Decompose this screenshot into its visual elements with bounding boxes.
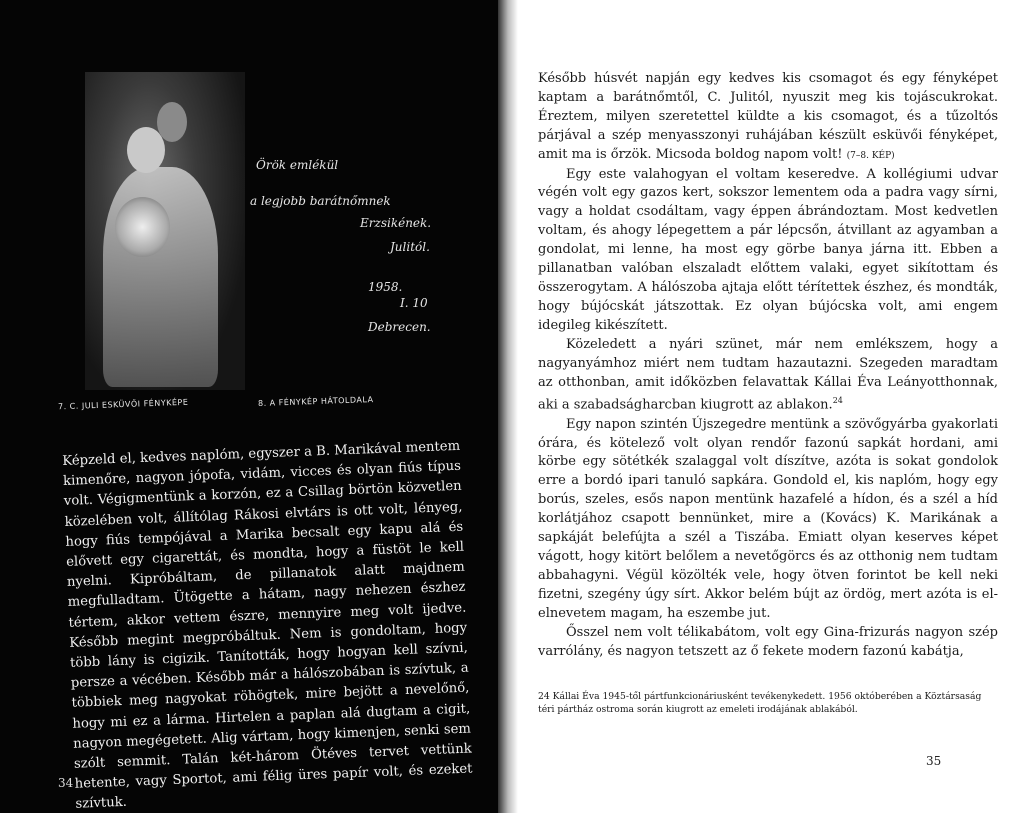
page-number: 34 (58, 776, 74, 790)
page-gutter (498, 0, 518, 813)
bride-dress (103, 167, 218, 387)
inscription-line: a legjobb barátnőmnek (250, 194, 391, 208)
page-number: 35 (926, 754, 942, 768)
bride-figure (127, 127, 165, 173)
right-page (498, 0, 1024, 813)
figure-reference: (7–8. KÉP) (846, 150, 895, 161)
footnote: 24 Kállai Éva 1945-től pártfunkcionáriusként tevékenykedett. 1956 októberében a Köztársaság téri pártház ostroma során kiugrott az emeleti irodájának ablakából. (538, 691, 982, 715)
inscription-line: Erzsikének. (360, 216, 432, 230)
paragraph: Képzeld el, kedves naplóm, egyszer a B. Marikával mentem kimenőre, nagyon jópofa, vidám, vicces és olyan fiús típus volt. Végigmentünk a korzón, ez a Csillag börtön közvetlen közelében volt, állítólag Rákosi elvtárs is ott volt, lényeg, hogy fiús tempójával a Marika becsalt egy kapu alá és elővett egy cigarettát, és mondta, hogy a füstöt le kell nyelni. Kipróbáltam, de pillanatok alatt majdnem megfulladtam. Ütögette a hátam, nagy nehezen észhez tértem, akkor vettem észre, mennyire meg volt ijedve. Később megint megpróbáltuk. Nem is gondoltam, hogy több lány is cigizik. Tanították, hogy hogyan kell szívni, persze a vécében. Később már a hálószobában is szívtuk, a többiek meg nagyokat röhögtek, mire bejött a nevelőnő, hogy mi ez a lárma. Hirtelen a paplan alá dugtam a cigit, nagyon megégetett. Alig vártam, hogy kimenjen, senki sem szólt semmit. Talán két-három Ötéves tervet vettünk hetente, vagy Sportot, ami félig üres papír volt, és ezeket szívtuk. (62, 438, 473, 813)
footnote-marker: 24 (832, 396, 843, 406)
paragraph-text: Közeledett a nyári szünet, már nem emlékszem, hogy a nagyanyámhoz miért nem tudtam hazautazni. Szegeden maradtam az otthonban, amit időközben felavattak Kállai Éva Leányotthonnak, aki a szabadságharcban kiugrott az ablakon. (538, 336, 998, 413)
inscription-line: Debrecen. (368, 320, 431, 334)
left-page (0, 0, 500, 813)
inscription-line: Örök emlékül (256, 158, 339, 172)
inscription-line: Julitól. (390, 240, 430, 254)
paragraph: Egy este valahogyan el voltam keseredve. A kollégiumi udvar végén volt egy gazos kert, sokszor lementem oda a padra vagy sírni, vagy a holdat csodáltam, vagy éppen ábrándoztam. Most kedvetlen voltam, és ahogy lépegettem a pár lépcsőn, átvillant az agyamban a gondolat, mi lenne, ha most egy görbe banya járna itt. Ebben a pillanatban valóban elszaladt előttem valaki, egyet sikítottam és összerogytam. A hálószoba ajtaja előtt térítettek észhez, és mondták, hogy bújócskát játszottak. Ez olyan bújócska volt, ami engem idegileg kikészített. (538, 166, 998, 333)
paragraph-text: Később húsvét napján egy kedves kis csomagot és egy fényképet kaptam a barátnőmtől, C. Julitól, nyuszit meg kis tojáscukrokat. Éreztem, milyen szeretettel küldte a kis csomagot, és a tűzoltós párjával a szép menyasszonyi ruhájában készült esküvői fényképet, amit ma is őrzök. Micsoda boldog napom volt! (538, 71, 998, 162)
right-body-text (538, 70, 998, 661)
inscription-line: I. 10 (400, 296, 428, 310)
paragraph (538, 336, 998, 416)
left-body-text (62, 437, 474, 813)
paragraph (538, 70, 998, 166)
photo-caption: 7. C. JULI ESKÜVŐI FÉNYKÉPE (57, 397, 189, 412)
photo-back-caption: 8. A FÉNYKÉP HÁTOLDALA (257, 394, 374, 409)
inscription-line: 1958. (368, 280, 403, 294)
wedding-photo (85, 72, 245, 390)
bouquet (115, 197, 170, 257)
paragraph: Ősszel nem volt télikabátom, volt egy Gina-frizurás nagyon szép varrólány, és nagyon tetszett az ő fekete modern fazonú kabátja, (538, 624, 998, 659)
paragraph: Egy napon szintén Újszegedre mentünk a szövőgyárba gyakorlati órára, és kötelező volt olyan rendőr fazonú sapkát hordani, ami körbe egy sötétkék szalaggal volt díszítve, azóta is sokat gondolok erre a bordó ipari tanuló sapkára. Gondold el, kis naplóm, hogy egy borús, szeles, esős napon mentünk hazafelé a hídon, és a szél a híd korlátjához csapott bennünket, mire a (Kovács) K. Marikának a sapkáját belefújta a szél a Tiszába. Emiatt olyan keserves képet vágott, hogy kitört belőlem a nevetőgörcs és az otthonig nem tudtam abbahagyni. Végül közölték vele, hogy ötven forintot be kell neki fizetni, szegény úgy sírt. Akkor belém bújt az ördög, mert azóta is el-elnevetem magam, ha eszembe jut. (538, 416, 998, 621)
photo-back-inscription (250, 150, 480, 350)
